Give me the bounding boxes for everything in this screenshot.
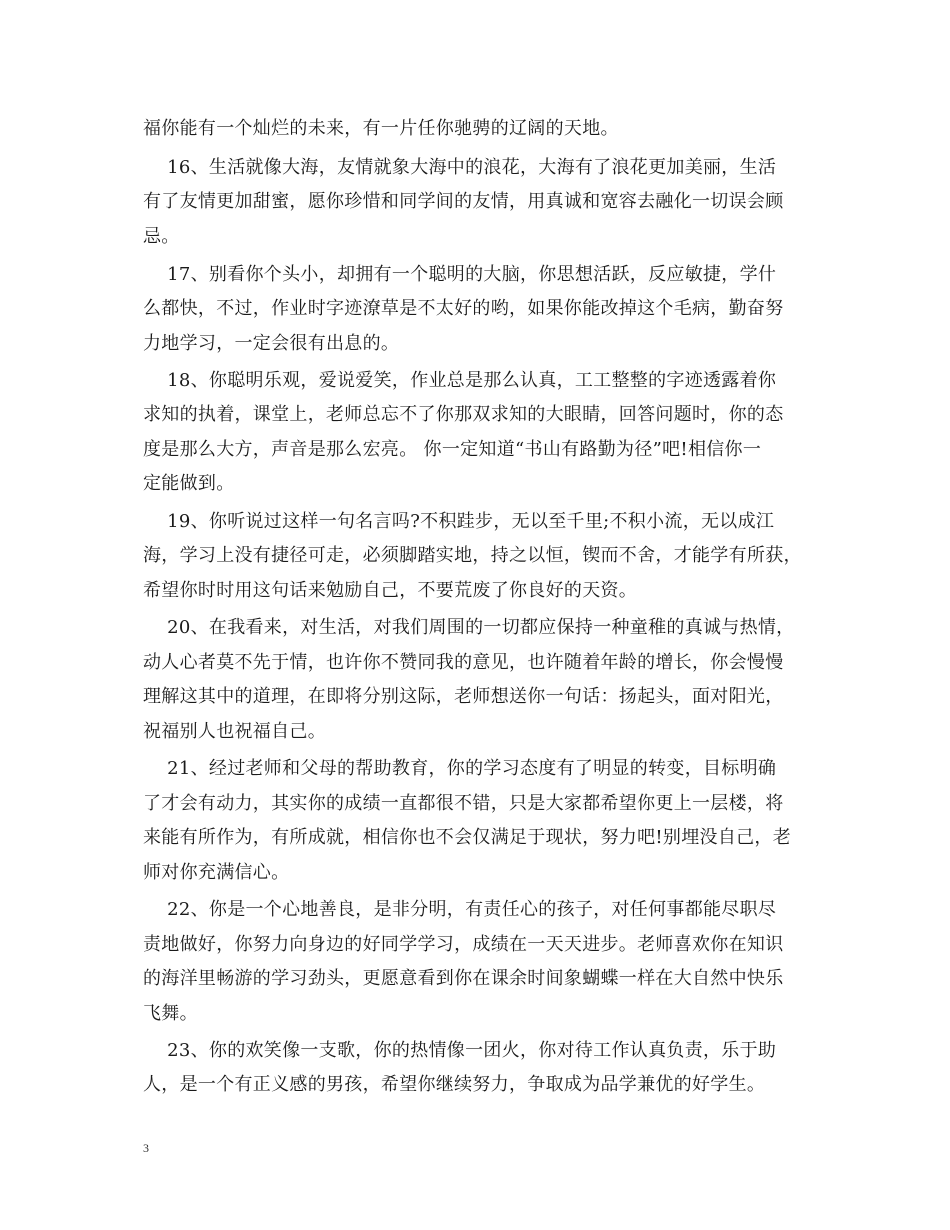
text-line: 求知的执着，课堂上，老师总忘不了你那双求知的大眼睛，回答问题时，你的态 xyxy=(143,404,784,425)
text-line: 飞舞。 xyxy=(143,1003,198,1024)
text-line: 么都快，不过，作业时字迹潦草是不太好的哟，如果你能改掉这个毛病，勤奋努 xyxy=(143,298,784,319)
text-line: 22、你是一个心地善良，是非分明，有责任心的孩子，对任何事都能尽职尽 xyxy=(143,899,777,920)
text-line: 23、你的欢笑像一支歌，你的热情像一团火，你对待工作认真负责，乐于助 xyxy=(143,1040,777,1061)
text-line: 21、经过老师和父母的帮助教育，你的学习态度有了明显的转变，目标明确 xyxy=(143,758,777,779)
text-line: 17、别看你个头小，却拥有一个聪明的大脑，你思想活跃，反应敏捷，学什 xyxy=(143,264,777,285)
text-line: 人，是一个有正义感的男孩，希望你继续努力，争取成为品学兼优的好学生。 xyxy=(143,1074,766,1095)
text-line: 理解这其中的道理，在即将分别这际，老师想送你一句话：扬起头，面对阳光， xyxy=(143,686,784,707)
text-line: 福你能有一个灿烂的未来，有一片任你驰骋的辽阔的天地。 xyxy=(143,118,619,139)
text-line: 海，学习上没有捷径可走，必须脚踏实地，持之以恒，锲而不舍，才能学有所获， xyxy=(143,545,802,566)
text-line: 来能有所作为，有所成就，相信你也不会仅满足于现状，努力吧!别埋没自己，老 xyxy=(143,827,792,848)
text-line: 动人心者莫不先于情，也许你不赞同我的意见，也许随着年龄的增长，你会慢慢 xyxy=(143,652,784,673)
text-line: 的海洋里畅游的学习劲头，更愿意看到你在课余时间象蝴蝶一样在大自然中快乐 xyxy=(143,968,784,989)
text-line: 师对你充满信心。 xyxy=(143,862,290,883)
text-line: 20、在我看来，对生活，对我们周围的一切都应保持一种童稚的真诚与热情， xyxy=(143,617,795,638)
text-line: 希望你时时用这句话来勉励自己，不要荒废了你良好的天资。 xyxy=(143,580,638,601)
text-line: 忌。 xyxy=(143,226,180,247)
text-line: 19、你听说过这样一句名言吗?不积跬步，无以至千里;不积小流，无以成江 xyxy=(143,511,775,532)
text-line: 18、你聪明乐观，爱说爱笑，作业总是那么认真，工工整整的字迹透露着你 xyxy=(143,370,777,391)
text-line: 责地做好，你努力向身边的好同学学习，成绩在一天天进步。老师喜欢你在知识 xyxy=(143,934,784,955)
text-line: 16、生活就像大海，友情就象大海中的浪花，大海有了浪花更加美丽，生活 xyxy=(143,157,777,178)
text-line: 祝福别人也祝福自己。 xyxy=(143,721,326,742)
text-line: 了才会有动力，其实你的成绩一直都很不错，只是大家都希望你更上一层楼，将 xyxy=(143,793,784,814)
page-number: 3 xyxy=(143,1141,149,1155)
text-line: 力地学习，一定会很有出息的。 xyxy=(143,333,400,354)
text-line: 度是那么大方，声音是那么宏亮。 你一定知道“书山有路勤为径”吧!相信你一 xyxy=(143,439,762,460)
text-line: 定能做到。 xyxy=(143,473,235,494)
text-line: 有了友情更加甜蜜，愿你珍惜和同学间的友情，用真诚和宽容去融化一切误会顾 xyxy=(143,191,784,212)
